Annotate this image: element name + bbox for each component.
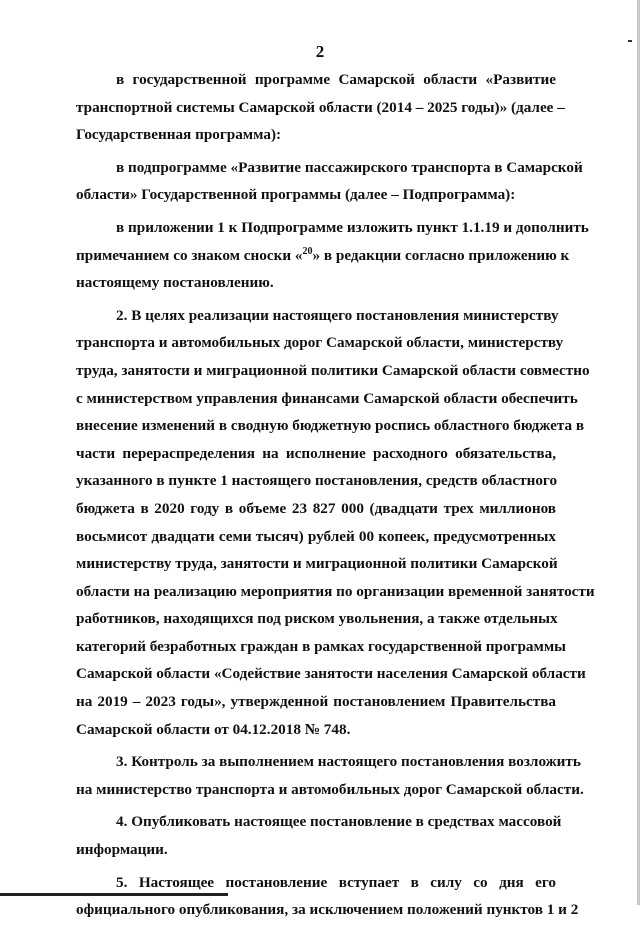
paragraph [76, 808, 562, 863]
paragraph [76, 748, 584, 803]
text-line: области» Государственной программы (далее – Подпрограмма): [76, 186, 516, 204]
page-number: 2 [315, 42, 325, 61]
text-line: министерству труда, занятости и миграционной политики Самарской [76, 555, 558, 573]
text-line: примечанием со знаком сноски «$^{20}$» в редакции согласно приложению к [76, 245, 570, 264]
text-line: внесение изменений в сводную бюджетную роспись областного бюджета в [76, 417, 585, 435]
text-line: категорий безработных граждан в рамках государственной программы [76, 637, 567, 655]
text-line: восьмисот двадцати семи тысяч) рублей 00 копеек, предусмотренных [76, 527, 556, 545]
text-line: официального опубликования, за исключением положений пунктов 1 и 2 [76, 901, 579, 919]
text-line: области на реализацию мероприятия по организации временной занятости [76, 582, 595, 600]
text-line: Государственная программа): [76, 126, 282, 144]
footnote-sign: 20 [302, 245, 313, 257]
text-line: 4. Опубликовать настоящее постановление в средствах массовой [116, 813, 562, 831]
paragraph [76, 154, 583, 209]
text-line: в подпрограмме «Развитие пассажирского транспорта в Самарской [116, 158, 583, 176]
text-line: транспортной системы Самарской области (2014 – 2025 годы)» (далее – [76, 98, 565, 116]
document-body [76, 66, 595, 929]
bottom-rule [0, 893, 228, 896]
text-line: в государственной программе Самарской области «Развитие [116, 71, 556, 88]
text-line: 3. Контроль за выполнением настоящего постановления возложить [116, 753, 581, 771]
text-line: Самарской области «Содействие занятости населения Самарской области [76, 665, 586, 683]
paragraph [76, 869, 579, 924]
text-line: части перераспределения на исполнение расходного обязательства, [76, 444, 556, 462]
text-line: транспорта и автомобильных дорог Самарской области, министерству [76, 334, 564, 352]
text-line: с министерством управления финансами Самарской области обеспечить [76, 389, 578, 407]
text-line: бюджета в 2020 году в объеме 23 827 000 (двадцати трех миллионов [76, 499, 556, 517]
text-line: на министерство транспорта и автомобильных дорог Самарской области. [76, 780, 584, 798]
text-line: 2. В целях реализации настоящего постановления министерству [116, 306, 559, 324]
text-line: работников, находящихся под риском увольнения, а также отдельных [76, 610, 558, 628]
text-line: Самарской области от 04.12.2018 № 748. [76, 720, 351, 738]
paragraph [76, 302, 595, 744]
text-line: 5. Настоящее постановление вступает в силу со дня его [116, 873, 556, 891]
text-line: настоящему постановлению. [76, 274, 274, 292]
text-line: труда, занятости и миграционной политики Самарской области совместно [76, 361, 590, 379]
text-line: в приложении 1 к Подпрограмме изложить пункт 1.1.19 и дополнить [116, 218, 589, 236]
paragraph [76, 214, 589, 297]
text-line: на 2019 – 2023 годы», утвержденной постановлением Правительства [76, 693, 556, 711]
text-line: указанного в пункте 1 настоящего постановления, средств областного [76, 472, 558, 490]
text-line: информации. [76, 841, 168, 859]
paragraph [76, 66, 565, 149]
